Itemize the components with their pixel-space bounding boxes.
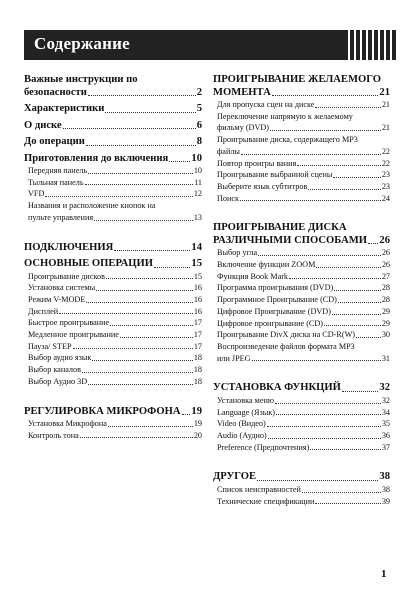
- toc-page-number: 18: [193, 353, 202, 363]
- toc-page-number: 10: [193, 166, 202, 175]
- dot-leader: [289, 278, 381, 279]
- toc-entry-title: Video (Видео): [217, 419, 266, 429]
- toc-entry: [213, 259, 390, 271]
- toc-entry: [213, 442, 390, 454]
- toc-page-number: 32: [379, 382, 390, 394]
- dot-leader: [316, 267, 380, 268]
- toc-heading: [24, 136, 202, 149]
- toc-page-number: 16: [193, 294, 202, 304]
- toc-page-number: 10: [191, 152, 202, 164]
- toc-entry-title: Выбор Аудио 3D: [28, 376, 88, 386]
- dot-leader: [96, 290, 193, 291]
- dot-leader: [324, 325, 381, 326]
- toc-section: [213, 471, 390, 507]
- toc-entry: [24, 352, 202, 364]
- toc-page-number: 14: [191, 241, 202, 253]
- toc-page-number: 21: [381, 100, 390, 109]
- toc-entry-title: пульте управления: [28, 212, 94, 222]
- toc-entry-title: Названия и расположение кнопок на: [28, 201, 156, 211]
- toc-page-number: 38: [379, 471, 390, 483]
- toc-entry-title: Проигрывание выбранной сцены: [217, 170, 333, 180]
- toc-entry-title: Пауза/ STEP: [28, 341, 72, 351]
- dot-leader: [80, 437, 193, 438]
- toc-entry-title: Поиск: [217, 193, 239, 203]
- toc-entry-title: Передняя панель: [28, 166, 88, 175]
- dot-leader: [308, 189, 381, 190]
- toc-entry-title: Установка системы: [28, 283, 96, 293]
- dot-leader: [368, 243, 378, 244]
- toc-entry-title: Audio (Аудио): [217, 430, 267, 440]
- toc-heading: [24, 120, 202, 133]
- toc-entry: [213, 247, 390, 259]
- toc-page-number: 34: [381, 407, 390, 417]
- toc-entry-title: Тыльная панель: [28, 177, 84, 187]
- toc-page-number: 22: [381, 146, 390, 156]
- dot-leader: [108, 426, 193, 427]
- toc-entry-title: Проигрывание DivX диска на CD-R(W): [217, 330, 356, 340]
- toc-entry-title: ПРОИГРЫВАНИЕ ДИСКА: [213, 222, 347, 234]
- dot-leader: [338, 302, 381, 303]
- toc-entry-title: Технические спецификации: [217, 496, 315, 506]
- dot-leader: [120, 337, 193, 338]
- toc-page-number: 18: [193, 365, 202, 375]
- toc-page-number: 21: [381, 123, 390, 133]
- toc-section: [213, 74, 390, 204]
- toc-entry: [213, 282, 390, 294]
- toc-page-number: 15: [191, 258, 202, 270]
- toc-heading: [24, 242, 202, 255]
- toc-entry: [213, 111, 390, 134]
- toc-entry: [24, 418, 202, 430]
- dot-leader: [88, 384, 193, 385]
- toc-entry-title: Цифровое проигрывание (CD): [217, 318, 324, 328]
- dot-leader: [86, 302, 192, 303]
- toc-entry-title: Характеристики: [24, 103, 105, 114]
- toc-entry-title: Проигрывание диска, содержащего MP3: [217, 135, 358, 145]
- toc-entry-title: Переключение напрямую к желаемому: [217, 111, 353, 121]
- toc-page-number: 17: [193, 330, 202, 340]
- toc-entry: [213, 418, 390, 430]
- toc-entry: [213, 318, 390, 330]
- header-stripes: [350, 30, 396, 60]
- toc-entry: [213, 99, 390, 111]
- dot-leader: [45, 196, 192, 197]
- toc-page-number: 21: [379, 86, 390, 98]
- toc-entry-title: Цифровое Проигрывание (DVD): [217, 306, 331, 316]
- dot-leader: [85, 184, 194, 185]
- dot-leader: [106, 278, 193, 279]
- dot-leader: [272, 95, 379, 96]
- toc-entry-title: ПРОИГРЫВАНИЕ ЖЕЛАЕМОГО: [213, 74, 381, 85]
- toc-entry: [24, 294, 202, 306]
- dot-leader: [257, 480, 378, 481]
- dot-leader: [267, 426, 381, 427]
- toc-entry: [24, 282, 202, 294]
- toc-entry-title: Включение функции ZOOM: [217, 260, 316, 270]
- toc-entry: [213, 294, 390, 306]
- dot-leader: [169, 161, 190, 162]
- toc-page-number: 29: [381, 306, 390, 316]
- toc-heading: [213, 471, 390, 484]
- toc-entry-title: Preference (Предпочтения): [217, 442, 310, 452]
- toc-section: [24, 74, 202, 224]
- dot-leader: [94, 220, 193, 221]
- toc-entry-title: ДРУГОЕ: [213, 471, 257, 483]
- toc-page-number: 32: [381, 395, 390, 405]
- header-bar: [24, 30, 348, 60]
- toc-page-number: 18: [193, 376, 202, 386]
- toc-entry: [24, 364, 202, 376]
- toc-entry-title: VFD: [28, 189, 45, 199]
- toc-page-number: 17: [193, 318, 202, 328]
- dot-leader: [63, 128, 196, 129]
- toc-entry-title: Приготовления до включения: [24, 152, 169, 164]
- toc-entry-title: РАЗЛИЧНЫМИ СПОСОБАМИ: [213, 234, 367, 246]
- toc-page-number: 31: [381, 353, 390, 363]
- dot-leader: [154, 267, 190, 268]
- toc-entry: [213, 193, 390, 205]
- toc-entry-title: Воспроизведение файлов формата MP3: [217, 341, 355, 351]
- toc-section: [24, 406, 202, 442]
- toc-entry-title: фильму (DVD): [217, 123, 270, 133]
- toc-entry: [213, 181, 390, 193]
- toc-entry-title: или JPEG: [217, 353, 251, 363]
- toc-entry: [213, 395, 390, 407]
- dot-leader: [252, 360, 381, 361]
- toc-entry-title: Выбор каналов: [28, 365, 81, 375]
- toc-entry-title: Language (Язык): [217, 407, 275, 417]
- toc-entry: [213, 407, 390, 419]
- toc-entry: [24, 329, 202, 341]
- toc-page-number: 16: [193, 283, 202, 293]
- toc-page-number: 29: [381, 318, 390, 328]
- toc-entry: [213, 484, 390, 496]
- dot-leader: [86, 145, 196, 146]
- dot-leader: [334, 290, 381, 291]
- toc-entry-title: Выбор угла: [217, 248, 258, 258]
- toc-section: [213, 222, 390, 364]
- toc-heading: [213, 222, 390, 247]
- toc-entry: [24, 376, 202, 388]
- toc-entry: [24, 430, 202, 442]
- toc-page-number: 28: [381, 295, 390, 305]
- toc-entry-title: Список неисправностей: [217, 484, 301, 494]
- dot-leader: [92, 360, 192, 361]
- dot-leader: [88, 95, 196, 96]
- toc-entry: [24, 271, 202, 283]
- toc-entry-title: Проигрывание дисков: [28, 271, 105, 281]
- dot-leader: [302, 492, 381, 493]
- dot-leader: [333, 177, 380, 178]
- toc-page-number: 30: [381, 330, 390, 340]
- toc-entry: [213, 306, 390, 318]
- toc-entry: [213, 341, 390, 364]
- dot-leader: [332, 314, 381, 315]
- dot-leader: [276, 414, 381, 415]
- toc-page-number: 17: [193, 341, 202, 351]
- toc-entry: [24, 165, 202, 177]
- dot-leader: [82, 372, 193, 373]
- toc-section: [24, 242, 202, 388]
- toc-entry-title: Контроль тона: [28, 430, 79, 440]
- toc-entry: [213, 169, 390, 181]
- dot-leader: [88, 173, 193, 174]
- toc-entry-title: Установка Микрофона: [28, 419, 107, 429]
- toc-entry: [24, 317, 202, 329]
- toc-header: [24, 30, 396, 60]
- dot-leader: [114, 250, 190, 251]
- dot-leader: [315, 503, 380, 504]
- toc-page-number: 23: [381, 170, 390, 180]
- toc-entry-title: Медленное проигрывание: [28, 330, 119, 340]
- dot-leader: [315, 107, 380, 108]
- toc-page-number: 15: [193, 271, 202, 281]
- toc-page-number: 24: [381, 193, 390, 203]
- toc-left-column: [24, 74, 202, 441]
- toc-heading: [213, 74, 390, 99]
- toc-entry: [213, 158, 390, 170]
- dot-leader: [258, 255, 381, 256]
- dot-leader: [268, 438, 381, 439]
- dot-leader: [342, 391, 379, 392]
- dot-leader: [275, 403, 381, 404]
- toc-page-number: 26: [381, 248, 390, 258]
- toc-entry-title: МОМЕНТА: [213, 86, 271, 98]
- dot-leader: [59, 313, 193, 314]
- toc-entry-title: файлы: [217, 146, 240, 156]
- toc-entry: [24, 188, 202, 200]
- toc-section: [213, 382, 390, 453]
- toc-page-number: 26: [381, 260, 390, 270]
- toc-page-number: 36: [381, 430, 390, 440]
- dot-leader: [310, 449, 380, 450]
- dot-leader: [297, 165, 381, 166]
- toc-page-number: 27: [381, 271, 390, 281]
- dot-leader: [240, 200, 381, 201]
- toc-page-number: 6: [196, 119, 202, 131]
- toc-entry: [213, 134, 390, 157]
- toc-entry: [24, 306, 202, 318]
- toc-heading: [24, 74, 202, 99]
- dot-leader: [105, 112, 195, 113]
- toc-entry-title: О диске: [24, 119, 62, 131]
- toc-page-number: 26: [379, 234, 390, 246]
- toc-page-number: 16: [193, 306, 202, 316]
- toc-heading: [24, 406, 202, 419]
- dot-leader: [270, 130, 381, 131]
- toc-entry: [213, 430, 390, 442]
- toc-page-number: 23: [381, 181, 390, 191]
- toc-entry-title: УСТАНОВКА ФУНКЦИЙ: [213, 382, 341, 394]
- toc-entry: [213, 496, 390, 508]
- toc-page-number: 35: [381, 419, 390, 429]
- toc-entry-title: Выберите язык субтитров: [217, 181, 308, 191]
- toc-entry: [24, 341, 202, 353]
- toc-page-number: 2: [196, 86, 202, 98]
- toc-entry-title: Функция Book Mark: [217, 271, 289, 281]
- dot-leader: [73, 348, 193, 349]
- toc-entry-title: Выбор аудио язык: [28, 353, 92, 363]
- toc-entry-title: Дисплей: [28, 306, 59, 316]
- toc-entry-title: Важные инструкции по: [24, 74, 138, 85]
- dot-leader: [182, 414, 191, 415]
- toc-entry-title: Быстрое проигрывание: [28, 318, 110, 328]
- page-number: 1: [381, 568, 387, 580]
- toc-page-number: 19: [191, 405, 202, 417]
- toc-entry: [24, 177, 202, 189]
- toc-heading: [213, 382, 390, 395]
- toc-entry-title: Режим V-MODE: [28, 294, 86, 304]
- toc-page-number: 5: [196, 103, 202, 114]
- toc-page-number: 38: [381, 484, 390, 494]
- toc-heading: [24, 103, 202, 116]
- toc-right-column: [213, 74, 390, 507]
- toc-entry-title: Программа проигрывания (DVD): [217, 283, 334, 293]
- toc-page-number: 8: [196, 136, 202, 147]
- toc-page-number: 11: [194, 177, 202, 187]
- toc-heading: [24, 258, 202, 271]
- toc-page-number: 13: [193, 212, 202, 222]
- toc-entry: [24, 200, 202, 223]
- page-title: Содержание: [34, 34, 130, 53]
- toc-entry-title: ОСНОВНЫЕ ОПЕРАЦИИ: [24, 258, 153, 270]
- toc-entry-title: Для пропуска сцен на диске: [217, 100, 315, 109]
- dot-leader: [110, 325, 193, 326]
- toc-page-number: 20: [193, 430, 202, 440]
- toc-entry-title: До операции: [24, 136, 85, 147]
- toc-heading: [24, 153, 202, 166]
- toc-entry: [213, 329, 390, 341]
- toc-page-number: 28: [381, 283, 390, 293]
- toc-entry-title: Программное Проигрывание (CD): [217, 295, 337, 305]
- toc-page-number: 12: [193, 189, 202, 199]
- toc-page-number: 22: [381, 158, 390, 168]
- toc-entry-title: РЕГУЛИРОВКА МИКРОФОНА: [24, 405, 181, 417]
- toc-page-number: 39: [381, 496, 390, 506]
- toc-entry-title: Повтор проигры вания: [217, 158, 297, 168]
- toc-entry: [213, 271, 390, 283]
- toc-page-number: 37: [381, 442, 390, 452]
- toc-page-number: 19: [193, 419, 202, 429]
- toc-entry-title: безопасности: [24, 86, 87, 98]
- toc-entry-title: Установка меню: [217, 395, 274, 405]
- dot-leader: [356, 337, 381, 338]
- toc-entry-title: ПОДКЛЮЧЕНИЯ: [24, 241, 114, 253]
- dot-leader: [241, 154, 381, 155]
